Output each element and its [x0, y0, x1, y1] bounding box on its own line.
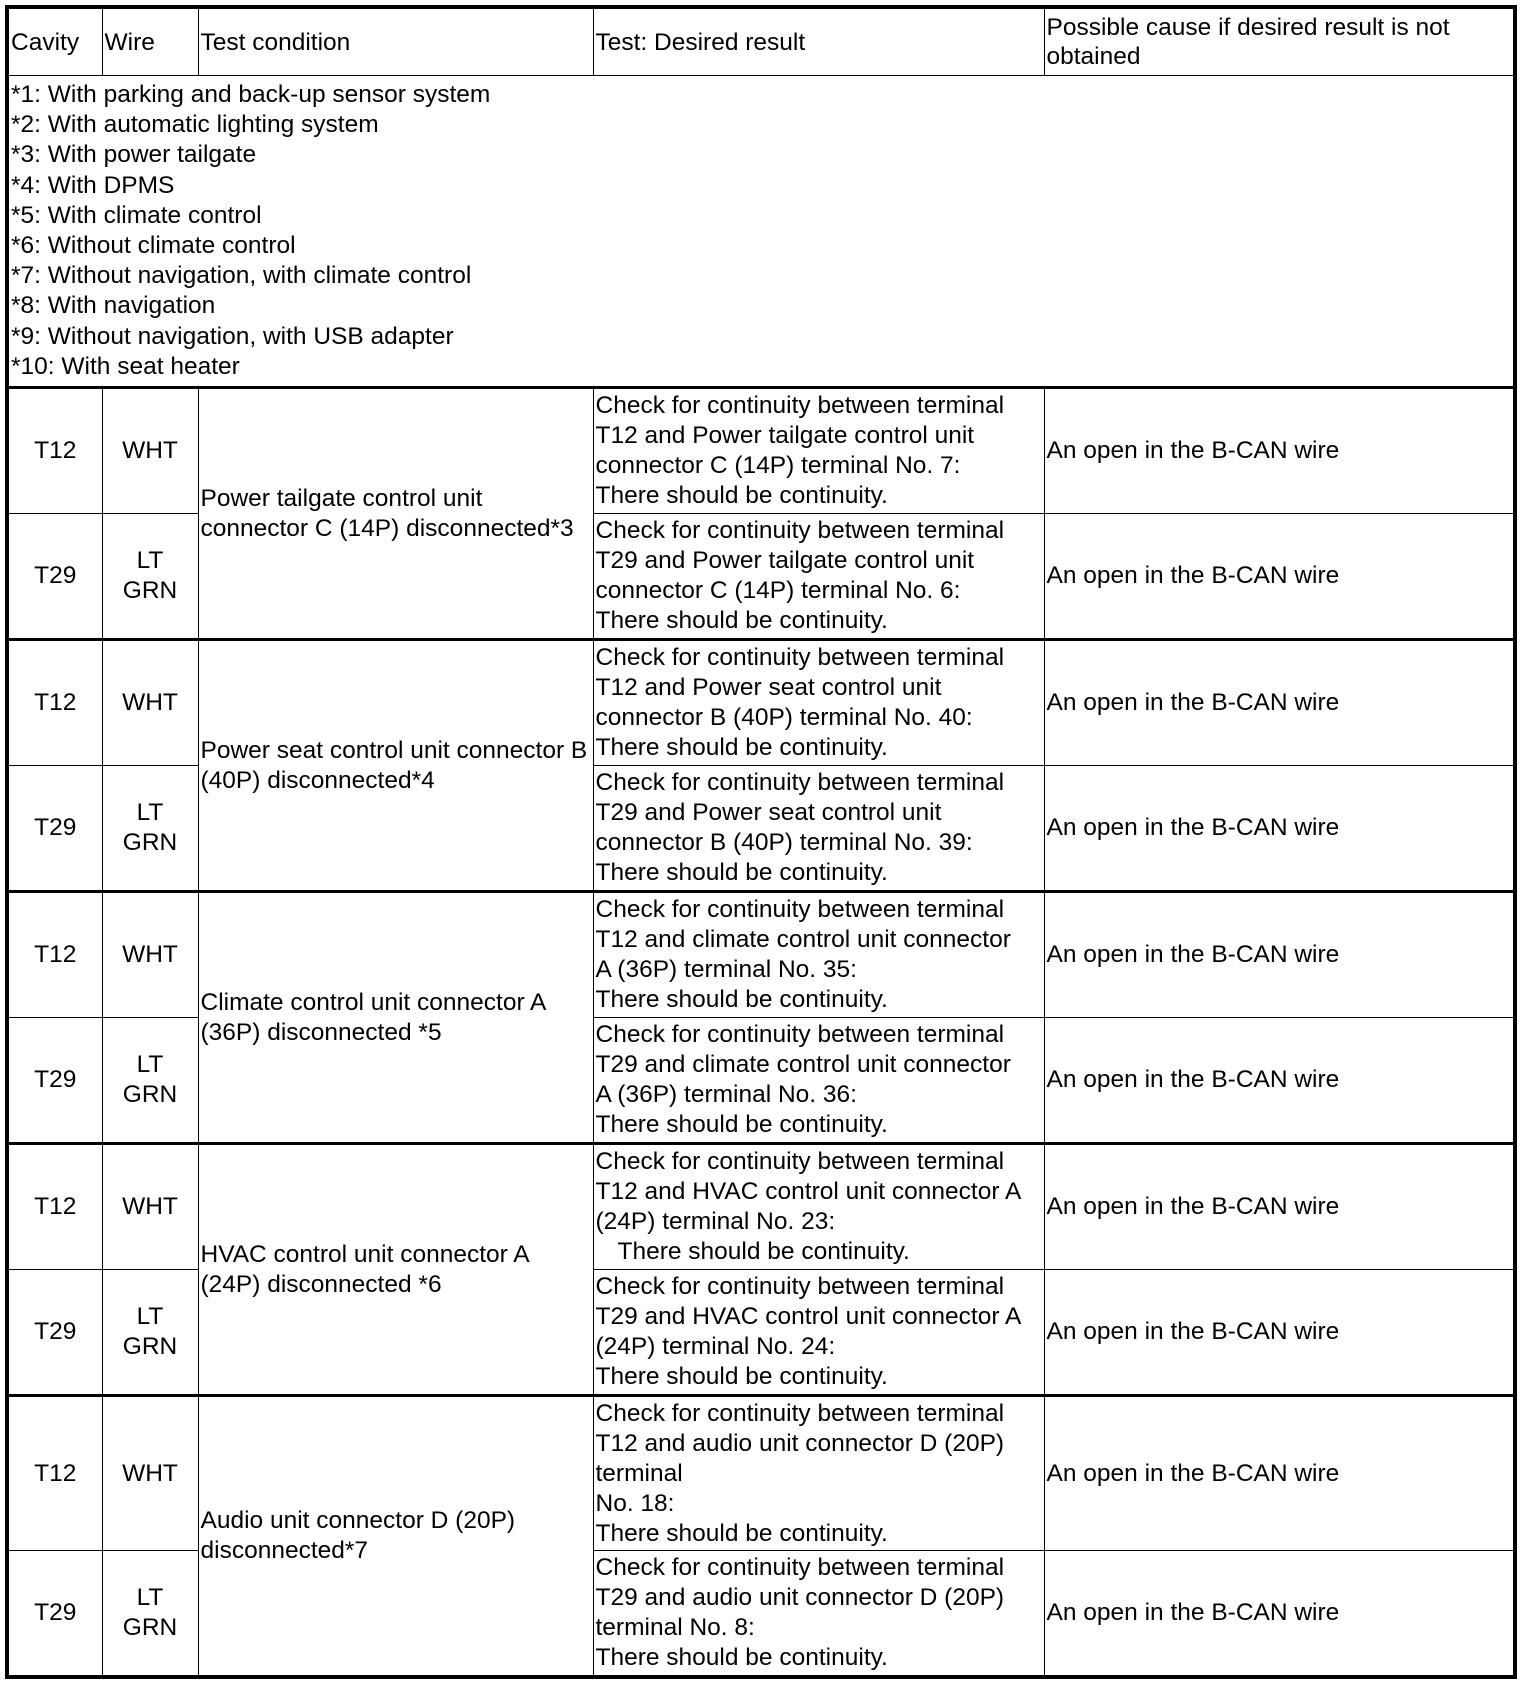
- result-line: connector C (14P) terminal No. 6:: [595, 577, 961, 604]
- result-line: T29 and Power seat control unit: [595, 799, 942, 826]
- result-line: A (36P) terminal No. 36:: [595, 1081, 857, 1108]
- wire-cell: [102, 1018, 198, 1144]
- desired-result-cell: [593, 640, 1044, 766]
- result-line: T29 and climate control unit connector: [595, 1051, 1011, 1078]
- footnote: *2: With automatic lighting system: [11, 111, 379, 139]
- result-line: T12 and climate control unit connector: [595, 926, 1011, 953]
- result-line: T12 and Power tailgate control unit: [595, 422, 975, 449]
- header-row: [7, 7, 1515, 76]
- footnote: *4: With DPMS: [11, 171, 175, 199]
- wire-cell: [102, 766, 198, 892]
- result-line: There should be continuity.: [595, 1111, 888, 1138]
- test-condition-cell: Power tailgate control unit connector C (14P) disconnected*3: [198, 388, 593, 640]
- result-line: Check for continuity between terminal: [595, 644, 1005, 671]
- result-line: connector B (40P) terminal No. 40:: [595, 704, 973, 731]
- test-condition-cell: Audio unit connector D (20P) disconnected*7: [198, 1396, 593, 1678]
- table-row: [7, 1144, 1515, 1270]
- cavity-cell: T29: [7, 1551, 102, 1678]
- wire-color-lt: LT: [136, 1584, 164, 1611]
- result-line: Check for continuity between terminal: [595, 1021, 1005, 1048]
- result-line: There should be continuity.: [595, 607, 888, 634]
- test-condition-cell: Climate control unit connector A (36P) disconnected *5: [198, 892, 593, 1144]
- footnote: *7: Without navigation, with climate control: [11, 262, 472, 290]
- result-line: There should be continuity.: [595, 986, 888, 1013]
- desired-result-cell: [593, 514, 1044, 640]
- header-possible-cause: Possible cause if desired result is not obtained: [1044, 7, 1515, 76]
- result-line: There should be continuity.: [595, 734, 888, 761]
- result-line: A (36P) terminal No. 35:: [595, 956, 857, 983]
- result-line: Check for continuity between terminal: [595, 896, 1005, 923]
- desired-result-cell: [593, 1396, 1044, 1551]
- possible-cause-cell: An open in the B-CAN wire: [1044, 388, 1515, 514]
- result-line: (24P) terminal No. 23:: [595, 1208, 836, 1235]
- result-line: Check for continuity between terminal: [595, 1554, 1005, 1581]
- wire-color-grn: GRN: [122, 829, 178, 856]
- result-line: Check for continuity between terminal: [595, 517, 1005, 544]
- result-line: T12 and Power seat control unit: [595, 674, 942, 701]
- result-line: terminal: [595, 1459, 683, 1487]
- wire-color-grn: GRN: [122, 1081, 178, 1108]
- wire-color-lt: LT: [136, 1303, 164, 1330]
- header-desired-result: Test: Desired result: [593, 7, 1044, 76]
- possible-cause-cell: An open in the B-CAN wire: [1044, 892, 1515, 1018]
- test-condition-cell: Power seat control unit connector B (40P) disconnected*4: [198, 640, 593, 892]
- wire-color-lt: LT: [136, 547, 164, 574]
- footnotes-cell: [7, 76, 1515, 388]
- result-line: There should be continuity.: [617, 1238, 910, 1265]
- footnote: *5: With climate control: [11, 201, 262, 229]
- result-line: T12 and HVAC control unit connector A: [595, 1178, 1022, 1205]
- wire-color-grn: GRN: [122, 1614, 178, 1641]
- cavity-cell: T29: [7, 766, 102, 892]
- result-line: There should be continuity.: [595, 859, 888, 886]
- wire-cell: WHT: [102, 1396, 198, 1551]
- wire-color-lt: LT: [136, 1051, 164, 1078]
- desired-result-cell: [593, 1270, 1044, 1396]
- result-line: No. 18:: [595, 1489, 675, 1517]
- possible-cause-cell: An open in the B-CAN wire: [1044, 514, 1515, 640]
- result-line: (24P) terminal No. 24:: [595, 1333, 836, 1360]
- header-cavity: Cavity: [7, 7, 102, 76]
- possible-cause-cell: An open in the B-CAN wire: [1044, 1270, 1515, 1396]
- wire-cell: WHT: [102, 892, 198, 1018]
- wire-cell: [102, 1551, 198, 1678]
- header-wire: Wire: [102, 7, 198, 76]
- cavity-cell: T29: [7, 1018, 102, 1144]
- footnotes-row: [7, 76, 1515, 388]
- header-test-condition: Test condition: [198, 7, 593, 76]
- result-line: Check for continuity between terminal: [595, 392, 1005, 419]
- wire-color-lt: LT: [136, 799, 164, 826]
- table-row: [7, 640, 1515, 766]
- result-line: connector C (14P) terminal No. 7:: [595, 452, 961, 479]
- cavity-cell: T12: [7, 1396, 102, 1551]
- table-row: [7, 1396, 1515, 1551]
- result-line: There should be continuity.: [595, 1363, 888, 1390]
- footnote: *3: With power tailgate: [11, 141, 257, 169]
- desired-result-cell: [593, 1018, 1044, 1144]
- possible-cause-cell: An open in the B-CAN wire: [1044, 640, 1515, 766]
- wire-cell: WHT: [102, 1144, 198, 1270]
- desired-result-cell: [593, 766, 1044, 892]
- cavity-cell: T12: [7, 1144, 102, 1270]
- desired-result-cell: [593, 892, 1044, 1018]
- footnote: *10: With seat heater: [11, 352, 240, 380]
- result-line: T12 and audio unit connector D (20P): [595, 1429, 1005, 1457]
- wire-color-grn: GRN: [122, 577, 178, 604]
- result-line: There should be continuity.: [595, 482, 888, 509]
- result-line: Check for continuity between terminal: [595, 1399, 1005, 1427]
- wire-cell: WHT: [102, 388, 198, 514]
- wire-cell: [102, 1270, 198, 1396]
- result-line: connector B (40P) terminal No. 39:: [595, 829, 973, 856]
- footnote: *6: Without climate control: [11, 232, 296, 260]
- footnote: *9: Without navigation, with USB adapter: [11, 322, 454, 350]
- cavity-cell: T12: [7, 640, 102, 766]
- result-line: T29 and HVAC control unit connector A: [595, 1303, 1022, 1330]
- wire-cell: WHT: [102, 640, 198, 766]
- result-line: terminal No. 8:: [595, 1614, 755, 1641]
- result-line: T29 and Power tailgate control unit: [595, 547, 975, 574]
- table-row: [7, 892, 1515, 1018]
- wire-cell: [102, 514, 198, 640]
- footnote: *8: With navigation: [11, 292, 216, 320]
- cavity-cell: T29: [7, 514, 102, 640]
- result-line: Check for continuity between terminal: [595, 1273, 1005, 1300]
- cavity-cell: T12: [7, 388, 102, 514]
- table-row: [7, 388, 1515, 514]
- desired-result-cell: [593, 1144, 1044, 1270]
- possible-cause-cell: An open in the B-CAN wire: [1044, 1144, 1515, 1270]
- result-line: Check for continuity between terminal: [595, 1148, 1005, 1175]
- result-line: There should be continuity.: [595, 1519, 888, 1547]
- footnote: *1: With parking and back-up sensor system: [11, 81, 491, 108]
- desired-result-cell: [593, 1551, 1044, 1678]
- b-can-continuity-table: [5, 5, 1517, 1679]
- result-line: T29 and audio unit connector D (20P): [595, 1584, 1005, 1611]
- possible-cause-cell: An open in the B-CAN wire: [1044, 1396, 1515, 1551]
- test-condition-cell: HVAC control unit connector A (24P) disconnected *6: [198, 1144, 593, 1396]
- result-line: Check for continuity between terminal: [595, 769, 1005, 796]
- possible-cause-cell: An open in the B-CAN wire: [1044, 766, 1515, 892]
- possible-cause-cell: An open in the B-CAN wire: [1044, 1018, 1515, 1144]
- cavity-cell: T12: [7, 892, 102, 1018]
- wire-color-grn: GRN: [122, 1333, 178, 1360]
- result-line: There should be continuity.: [595, 1644, 888, 1671]
- desired-result-cell: [593, 388, 1044, 514]
- cavity-cell: T29: [7, 1270, 102, 1396]
- possible-cause-cell: An open in the B-CAN wire: [1044, 1551, 1515, 1678]
